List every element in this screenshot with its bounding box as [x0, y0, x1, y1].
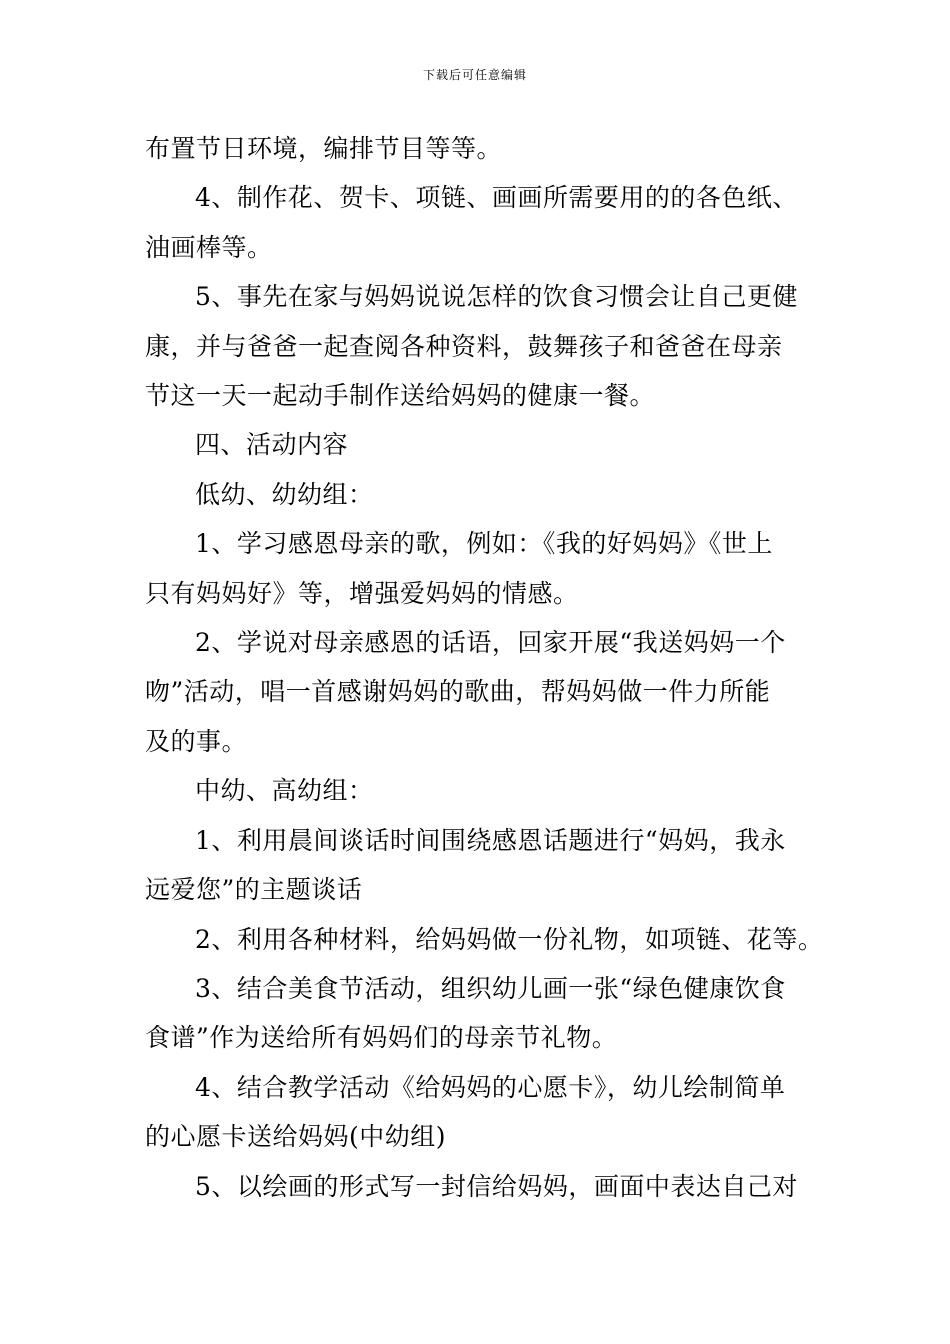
text-line-18: 3、结合美食节活动，组织幼儿画一张“绿色健康饮食: [195, 973, 786, 1003]
text-line-19: 食谱”作为送给所有妈妈们的母亲节礼物。: [145, 1023, 618, 1053]
text-line-2: 4、制作花、贺卡、项链、画画所需要用的的各色纸、: [195, 183, 798, 213]
document-body: [145, 124, 824, 1211]
text-line-15: 1、利用晨间谈话时间围绕感恩话题进行“妈妈，我永: [195, 825, 786, 855]
text-line-12: 吻”活动，唱一首感谢妈妈的歌曲，帮妈妈做一件力所能: [145, 677, 771, 707]
text-line-20: 4、结合教学活动《给妈妈的心愿卡》，幼儿绘制简单: [195, 1072, 786, 1102]
text-line-4: 5、事先在家与妈妈说说怎样的饮食习惯会让自己更健: [195, 282, 798, 312]
text-line-13: 及的事。: [145, 726, 248, 756]
text-line-5: 康，并与爸爸一起查阅各种资料，鼓舞孩子和爸爸在母亲: [145, 331, 783, 361]
text-line-22: 5、以绘画的形式写一封信给妈妈，画面中表达自己对: [195, 1171, 798, 1201]
text-line-10: 只有妈妈好》等，增强爱妈妈的情感。: [145, 578, 579, 608]
text-line-11: 2、学说对母亲感恩的话语，回家开展“我送妈妈一个: [195, 628, 786, 658]
text-line-3: 油画棒等。: [145, 232, 273, 262]
text-line-21: 的心愿卡送给妈妈(中幼组): [145, 1122, 447, 1152]
section-heading: 四、活动内容: [195, 430, 349, 460]
text-line-17: 2、利用各种材料，给妈妈做一份礼物，如项链、花等。: [195, 924, 824, 954]
group-heading-low: 低幼、幼幼组：: [195, 479, 374, 509]
page-header: 下载后可任意编辑: [422, 68, 527, 82]
text-line-6: 节这一天一起动手制作送给妈妈的健康一餐。: [145, 381, 656, 411]
text-line-9: 1、学习感恩母亲的歌，例如：《我的好妈妈》《世上: [195, 529, 773, 559]
text-line-16: 远爱您”的主题谈话: [145, 875, 363, 905]
text-line-1: 布置节日环境，编排节目等等。: [145, 134, 503, 163]
group-heading-high: 中幼、高幼组：: [195, 776, 374, 806]
